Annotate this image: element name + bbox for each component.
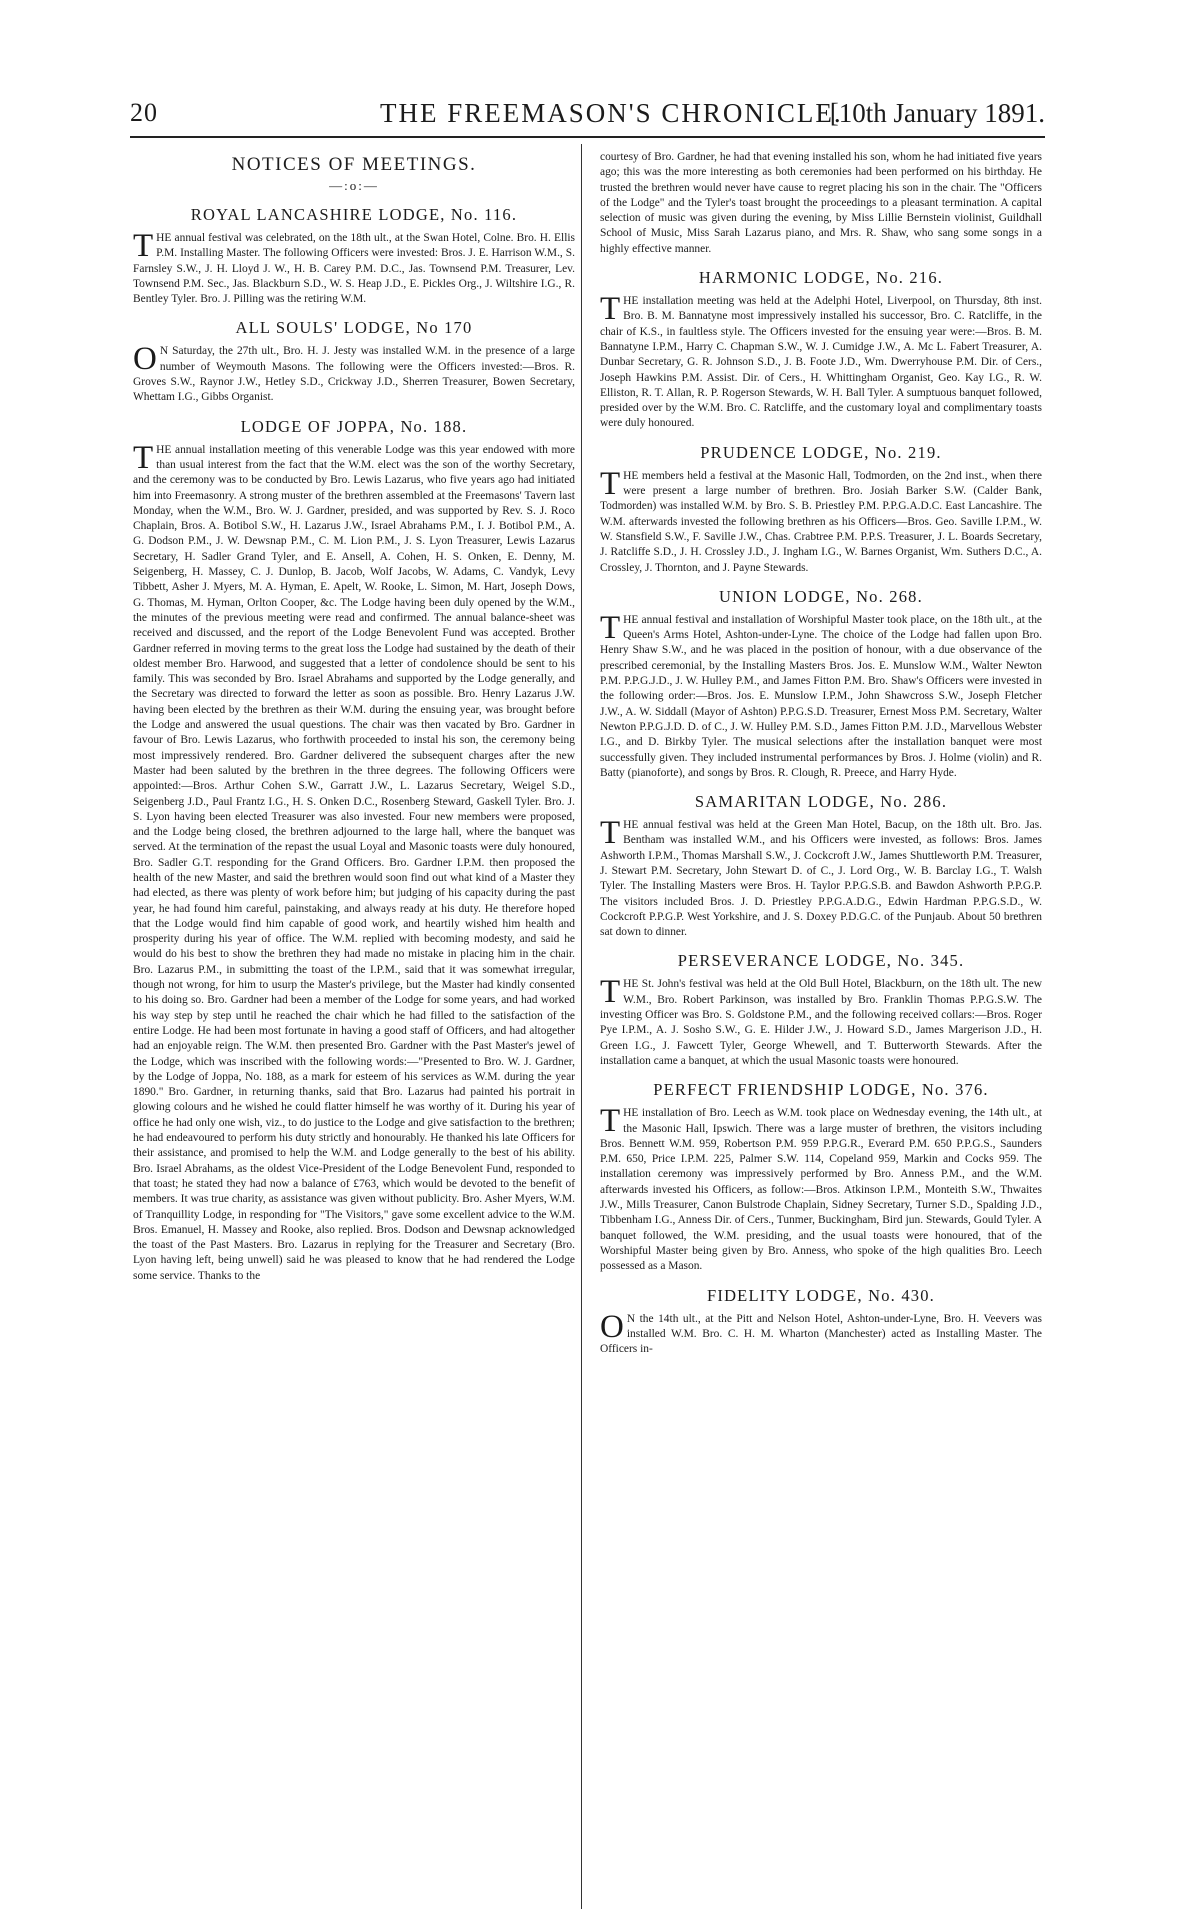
section-title: NOTICES OF MEETINGS.: [231, 154, 477, 175]
article-body: ON the 14th ult., at the Pitt and Nelson Hotel, Ashton-under-Lyne, Bro. H. Veevers was installed W.M. Bro. C. H. M. Wharton (Manchester) acted as Installing Master. The Officers in-: [600, 1308, 1042, 1356]
page-number: 20: [130, 98, 158, 127]
article-heading: HARMONIC LODGE, No. 216.: [698, 268, 944, 288]
article-body: THE annual festival was held at the Green Man Hotel, Bacup, on the 18th ult. Bro. Jas. Bentham was installed W.M., and his Officers were invested, as follows: Bros. James Ashworth I.P.M., Thomas Marshall S.W., J. Cockcroft J.W., James Shuttleworth P.M. Treasurer, J. Stewart P.M. Secretary, John Stewart D. of C., J. Lord Org., W. B. Barclay I.G., T. Walsh Tyler. The Installing Masters were Bros. H. Taylor P.P.G.S.B. and Bawdon Ashworth P.P.G.P. The visitors included Bros. J. D. Priestley P.P.G.A.D.G., Edwin Hardman P.P.G.S.D., W. Cockcroft P.P.G.P. West Yorkshire, and J. S. Doxey P.D.G.C. of the Punjaub. About 50 brethren sat down to dinner.: [600, 815, 1042, 939]
article-heading: SAMARITAN LODGE, No. 286.: [694, 792, 948, 812]
publication-title: THE FREEMASON'S CHRONICLE.: [380, 98, 843, 128]
page-header: [130, 96, 1045, 138]
article-body: THE St. John's festival was held at the Old Bull Hotel, Blackburn, on the 18th ult. The new W.M., Bro. Robert Parkinson, was installed by Bro. Franklin Thomas P.P.G.S.W. The investing Officer was Bro. S. Goldstone P.M., and the following received collars:—Bros. Roger Pye I.P.M., A. J. Sosho S.W., G. E. Hilder J.W., J. Howard S.D., James Margerison J.D., H. Green I.G., J. Fawcett Tyler, George Whewell, and T. Butterworth Stewards. After the installation came a banquet, at which the usual Masonic toasts were honoured.: [600, 974, 1042, 1067]
article-continuation: courtesy of Bro. Gardner, he had that evening installed his son, whom he had initiated five years ago; this was the more interesting as both ceremonies had been performed on his birthday. He trusted the brethren would never have cause to regret placing his son in the chair. The "Officers of the Lodge" and the Tyler's toast brought the proceedings to a pleasant termination. A capital selection of music was given during the evening, by Miss Lillie Bernstein violinist, Guildhall School of Music, Miss Sarah Lazarus piano, and Mrs. R. Shaw, who sang some songs in a highly effective manner.: [600, 151, 1042, 255]
column-divider: [581, 144, 582, 1909]
article-body: ON Saturday, the 27th ult., Bro. H. J. Jesty was installed W.M. in the presence of a large number of Weymouth Masons. The following were the Officers invested:—Bros. R. Groves S.W., Raynor J.W., Hetley S.D., Crickway J.D., Sherren Treasurer, Bowen Secretary, Whettam I.G., Gibbs Organist.: [133, 341, 575, 404]
issue-date: [10th January 1891.: [829, 98, 1045, 128]
article-body: THE annual festival and installation of Worshipful Master took place, on the 18th ult., at the Queen's Arms Hotel, Ashton-under-Lyne. The choice of the Lodge had fallen upon Bro. Henry Shaw S.W., and he was placed in the position of honour, with a due observance of the prescribed ceremonial, by the Installing Masters Bros. Jos. E. Munslow W.M., Walter Newton P.M. P.P.G.J.D., J. W. Hulley P.M., and James Fitton P.M. Bro. Shaw's Officers were invested in the following order:—Bros. Jos. E. Munslow I.P.M., John Shawcross S.W., Joseph Fletcher J.W., A. W. Siddall (Mayor of Ashton) P.P.G.S.D. Treasurer, Ernest Moss P.M. Secretary, Walter Newton P.P.G.J.D. D. of C., J. W. Hulley P.M. S.D., James Fitton P.M. J.D., Marvellous Webster I.G., and D. Birkby Tyler. The musical selections after the installation banquet were most successfully given. They included instrumental performances by Bros. J. Holme (violin) and R. Batty (pianoforte), and songs by Bros. R. Clough, R. Preece, and Harry Hyde.: [600, 609, 1042, 779]
article-body: THE members held a festival at the Masonic Hall, Todmorden, on the 2nd inst., when there were present a large number of brethren. Bro. Josiah Barker S.W. (Calder Bank, Todmorden) was installed W.M. by Bro. S. B. Priestley P.M. P.P.G.A.D.C. East Lancashire. The W.M. afterwards invested the following brethren as his Officers—Bros. Geo. Saville I.P.M., W. W. Stansfield S.W., F. Saville J.W., Chas. Crabtree P.M. P.P.S. Treasurer, J. L. Boards Secretary, J. Ratcliffe S.D., J. H. Crossley J.D., J. Ingham I.G., W. Barnes Organist, Wm. Suthers D.C., A. Crossley, J. Thornton, and J. Payne Stewards.: [600, 465, 1042, 574]
article-body: THE annual festival was celebrated, on the 18th ult., at the Swan Hotel, Colne. Bro. H. Ellis P.M. Installing Master. The following Officers were invested: Bros. J. E. Harrison W.M., S. Farnsley S.W., J. H. Lloyd J. W., H. B. Carey P.M. D.C., Jas. Townsend P.M. Treasurer, Lev. Townsend P.M. Sec., Jas. Blackburn S.D., W. S. Heap J.D., E. Pickles Org., J. Wiltshire I.G., R. Bentley Tyler. Bro. J. Pilling was the retiring W.M.: [133, 228, 575, 306]
article-heading: LODGE OF JOPPA, No. 188.: [240, 416, 468, 436]
right-column: [600, 150, 1042, 1357]
article-heading: UNION LODGE, No. 268.: [719, 586, 923, 606]
article-heading: FIDELITY LODGE, No. 430.: [707, 1285, 935, 1305]
article-body: THE installation meeting was held at the Adelphi Hotel, Liverpool, on Thursday, 8th inst. Bro. B. M. Bannatyne most impressively installed his successor, Bro. C. Ratcliffe, in the chair of K.S., in faultless style. The Officers invested for the ensuing year were:—Bros. B. M. Bannatyne I.P.M., Harry C. Chapman S.W., W. J. Cumidge J.W., A. Mc L. Fabert Treasurer, A. Dunbar Secretary, G. R. Johnson S.D., J. B. Foote J.D., Wm. Dwerryhouse P.M. Dir. of Cers., Joseph Hawkins P.M. Assist. Dir. of Cers., H. Whittingham Organist, Geo. Kay I.G., R. W. Elliston, R. T. Allan, R. P. Rogerson Stewards, W. H. Ball Tyler. A sumptuous banquet followed, presided over by the W.M. Bro. C. Ratcliffe, and the customary loyal and complimentary toasts were duly honoured.: [600, 291, 1042, 430]
article-heading: ROYAL LANCASHIRE LODGE, No. 116.: [190, 205, 518, 224]
article-heading: PRUDENCE LODGE, No. 219.: [700, 442, 942, 462]
section-ornament: —:o:—: [329, 178, 379, 193]
article-heading: PERFECT FRIENDSHIP LODGE, No. 376.: [653, 1080, 989, 1100]
article-body: THE installation of Bro. Leech as W.M. took place on Wednesday evening, the 14th ult., at the Masonic Hall, Ipswich. There was a large muster of brethren, the visitors including Bros. Bennett W.M. 959, Robertson P.M. 959 P.P.G.R., Everard P.M. 650 P.P.G.S., Saunders P.M. 650, Price I.P.M. 225, Palmer S.W. 114, Copeland 959, Markin and Cocks 959. The installation ceremony was impressively performed by Bro. Anness P.M., and the W.M. afterwards invested his Officers, as follow:—Bros. Atkinson I.P.M., Monteith S.W., Thwaites J.W., Mills Treasurer, Canon Bulstrode Chaplain, Sidney Secretary, Turner S.D., Spalding J.D., Tibbenham I.G., Anness Dir. of Cers., Tunmer, Buckingham, Bird jun. Stewards, Gould Tyler. A banquet followed, the W.M. presiding, and the usual toasts were honoured, that of the Worshipful Master being given by Bro. Anness, who spoke of the high qualities Bro. Leech possessed as a Mason.: [600, 1103, 1042, 1273]
article-body: THE annual installation meeting of this venerable Lodge was this year endowed with more than usual interest from the fact that the W.M. elect was the son of the worthy Secretary, and the ceremony was to be conducted by Bro. Lewis Lazarus, who five years ago had initiated him into Freemasonry. A strong muster of the brethren assembled at the Freemasons' Tavern last Monday, when the W.M., Bro. W. J. Gardner, presided, and was supported by Rev. S. J. Roco Chaplain, Bros. A. Botibol S.W., H. Lazarus J.W., Israel Abrahams P.M., I. J. Botibol P.M., A. G. Dodson P.M., J. W. Dewsnap P.M., C. M. Lion P.M., J. S. Lyon Treasurer, Lewis Lazarus Secretary, H. Sadler Grand Tyler, and E. Ansell, A. Cohen, H. S. Onken, E. Denny, M. Seigenberg, H. Massey, C. J. Dunlop, B. Jacob, Wolf Jacobs, W. Adams, C. Vandyk, Levy Tibbett, Asher J. Myers, M. A. Hyman, E. Apelt, W. Rooke, L. Simon, M. Hart, Joseph Dows, G. Thomas, M. Hyman, Orlton Cooper, &c. The Lodge having been duly opened by the W.M., the minutes of the previous meeting were read and confirmed. The annual balance-sheet was received and discussed, and the report of the Lodge Benevolent Fund was accepted. Brother Gardner referred in moving terms to the great loss the Lodge had sustained by the death of their oldest member Bro. Harwood, and suggested that a letter of condolence should be sent to his family. This was seconded by Bro. Israel Abrahams and supported by the Lodge generally, and the Secretary was directed to forward the letter as soon as possible. Bro. Henry Lazarus J.W. having been elected by the brethren as their W.M. during the ensuing year, was brought before the Lodge and answered the usual questions. The chair was then vacated by Bro. Gardner in favour of Bro. Lewis Lazarus, who forthwith proceeded to instal his son, the ceremony being most impressively rendered. Bro. Gardner delivered the subsequent charges after the new Master had been saluted by the brethren in the three degrees. The following Officers were appointed:—Bros. Arthur Cohen S.W., Garratt J.W., L. Lazarus Secretary, Weigel S.D., Seigenberg J.D., Paul Frantz I.G., H. S. Onken D.C., Rosenberg Steward, Gaskell Tyler. Bro. J. S. Lyon having been elected Treasurer was also invested. Four new members were proposed, and the Lodge being closed, the brethren adjourned to the large hall, where the banquet was served. At the termination of the repast the usual Loyal and Masonic toasts were duly honoured, Bro. Sadler G.T. responding for the Grand Officers. Bro. Gardner I.P.M. then proposed the health of the new Master, and said the brethren would soon find out what kind of a Master they had elected, as there was plenty of work before him; but judging of his capacity during the past year, he had found him careful, painstaking, and always ready at his duty. He therefore hoped that the Lodge would find him capable of good work, and heartily wished him health and prosperity during his year of office. The W.M. replied with becoming modesty, and said he would do his best to show the brethren they had made no mistake in placing him in the chair. Bro. Lazarus P.M., in submitting the toast of the I.P.M., said that it was somewhat irregular, though not wrong, for him to usurp the Master's privilege, but the Master had kindly consented to his doing so. Bro. Gardner had been a member of the Lodge for some years, and had worked his way step by step until he reached the chair which he had filled to the satisfaction of the entire Lodge. He had been most fortunate in having a good staff of Officers, and had altogether had an enjoyable reign. The W.M. then presented Bro. Gardner with the Past Master's jewel of the Lodge, which was inscribed with the following words:—"Presented to Bro. W. J. Gardner, by the Lodge of Joppa, No. 188, as a mark for esteem of his services as W.M. during the year 1890." Bro. Gardner, in returning thanks, said that Bro. Lazarus had painted his portrait in glowing colours and he wished he could flatter himself he was worthy of it. During his year of office he had only one wish, viz., to do justice to the Lodge and give satisfaction to the brethren; he had endeavoured to perform his duty strictly and honourably. He thanked his late Officers for their assistance, and promised to help the W.M. and Lodge generally to the best of his ability. Bro. Israel Abrahams, as the oldest Vice-President of the Lodge Benevolent Fund, responded to that toast; he stated they had now a balance of £763, which would be devoted to the benefit of members. It was true charity, as assistance was given without publicity. Bro. Asher Myers, W.M. of Tranquillity Lodge, in responding for "The Visitors," gave some excellent advice to the W.M. Bros. Emanuel, H. Massey and Rooke, also replied. Bros. Dodson and Dewsnap acknowledged the toast of the Past Masters. Bro. Lazarus in replying for the Treasurer and Secretary (Bro. Lyon having left, being unwell) said he was pleased to know that he had rendered the Lodge some service. Thanks to the: [133, 439, 575, 1282]
left-column: [133, 150, 575, 1284]
article-heading: PERSEVERANCE LODGE, No. 345.: [677, 951, 965, 971]
article-heading: ALL SOULS' LODGE, No 170: [235, 318, 473, 338]
